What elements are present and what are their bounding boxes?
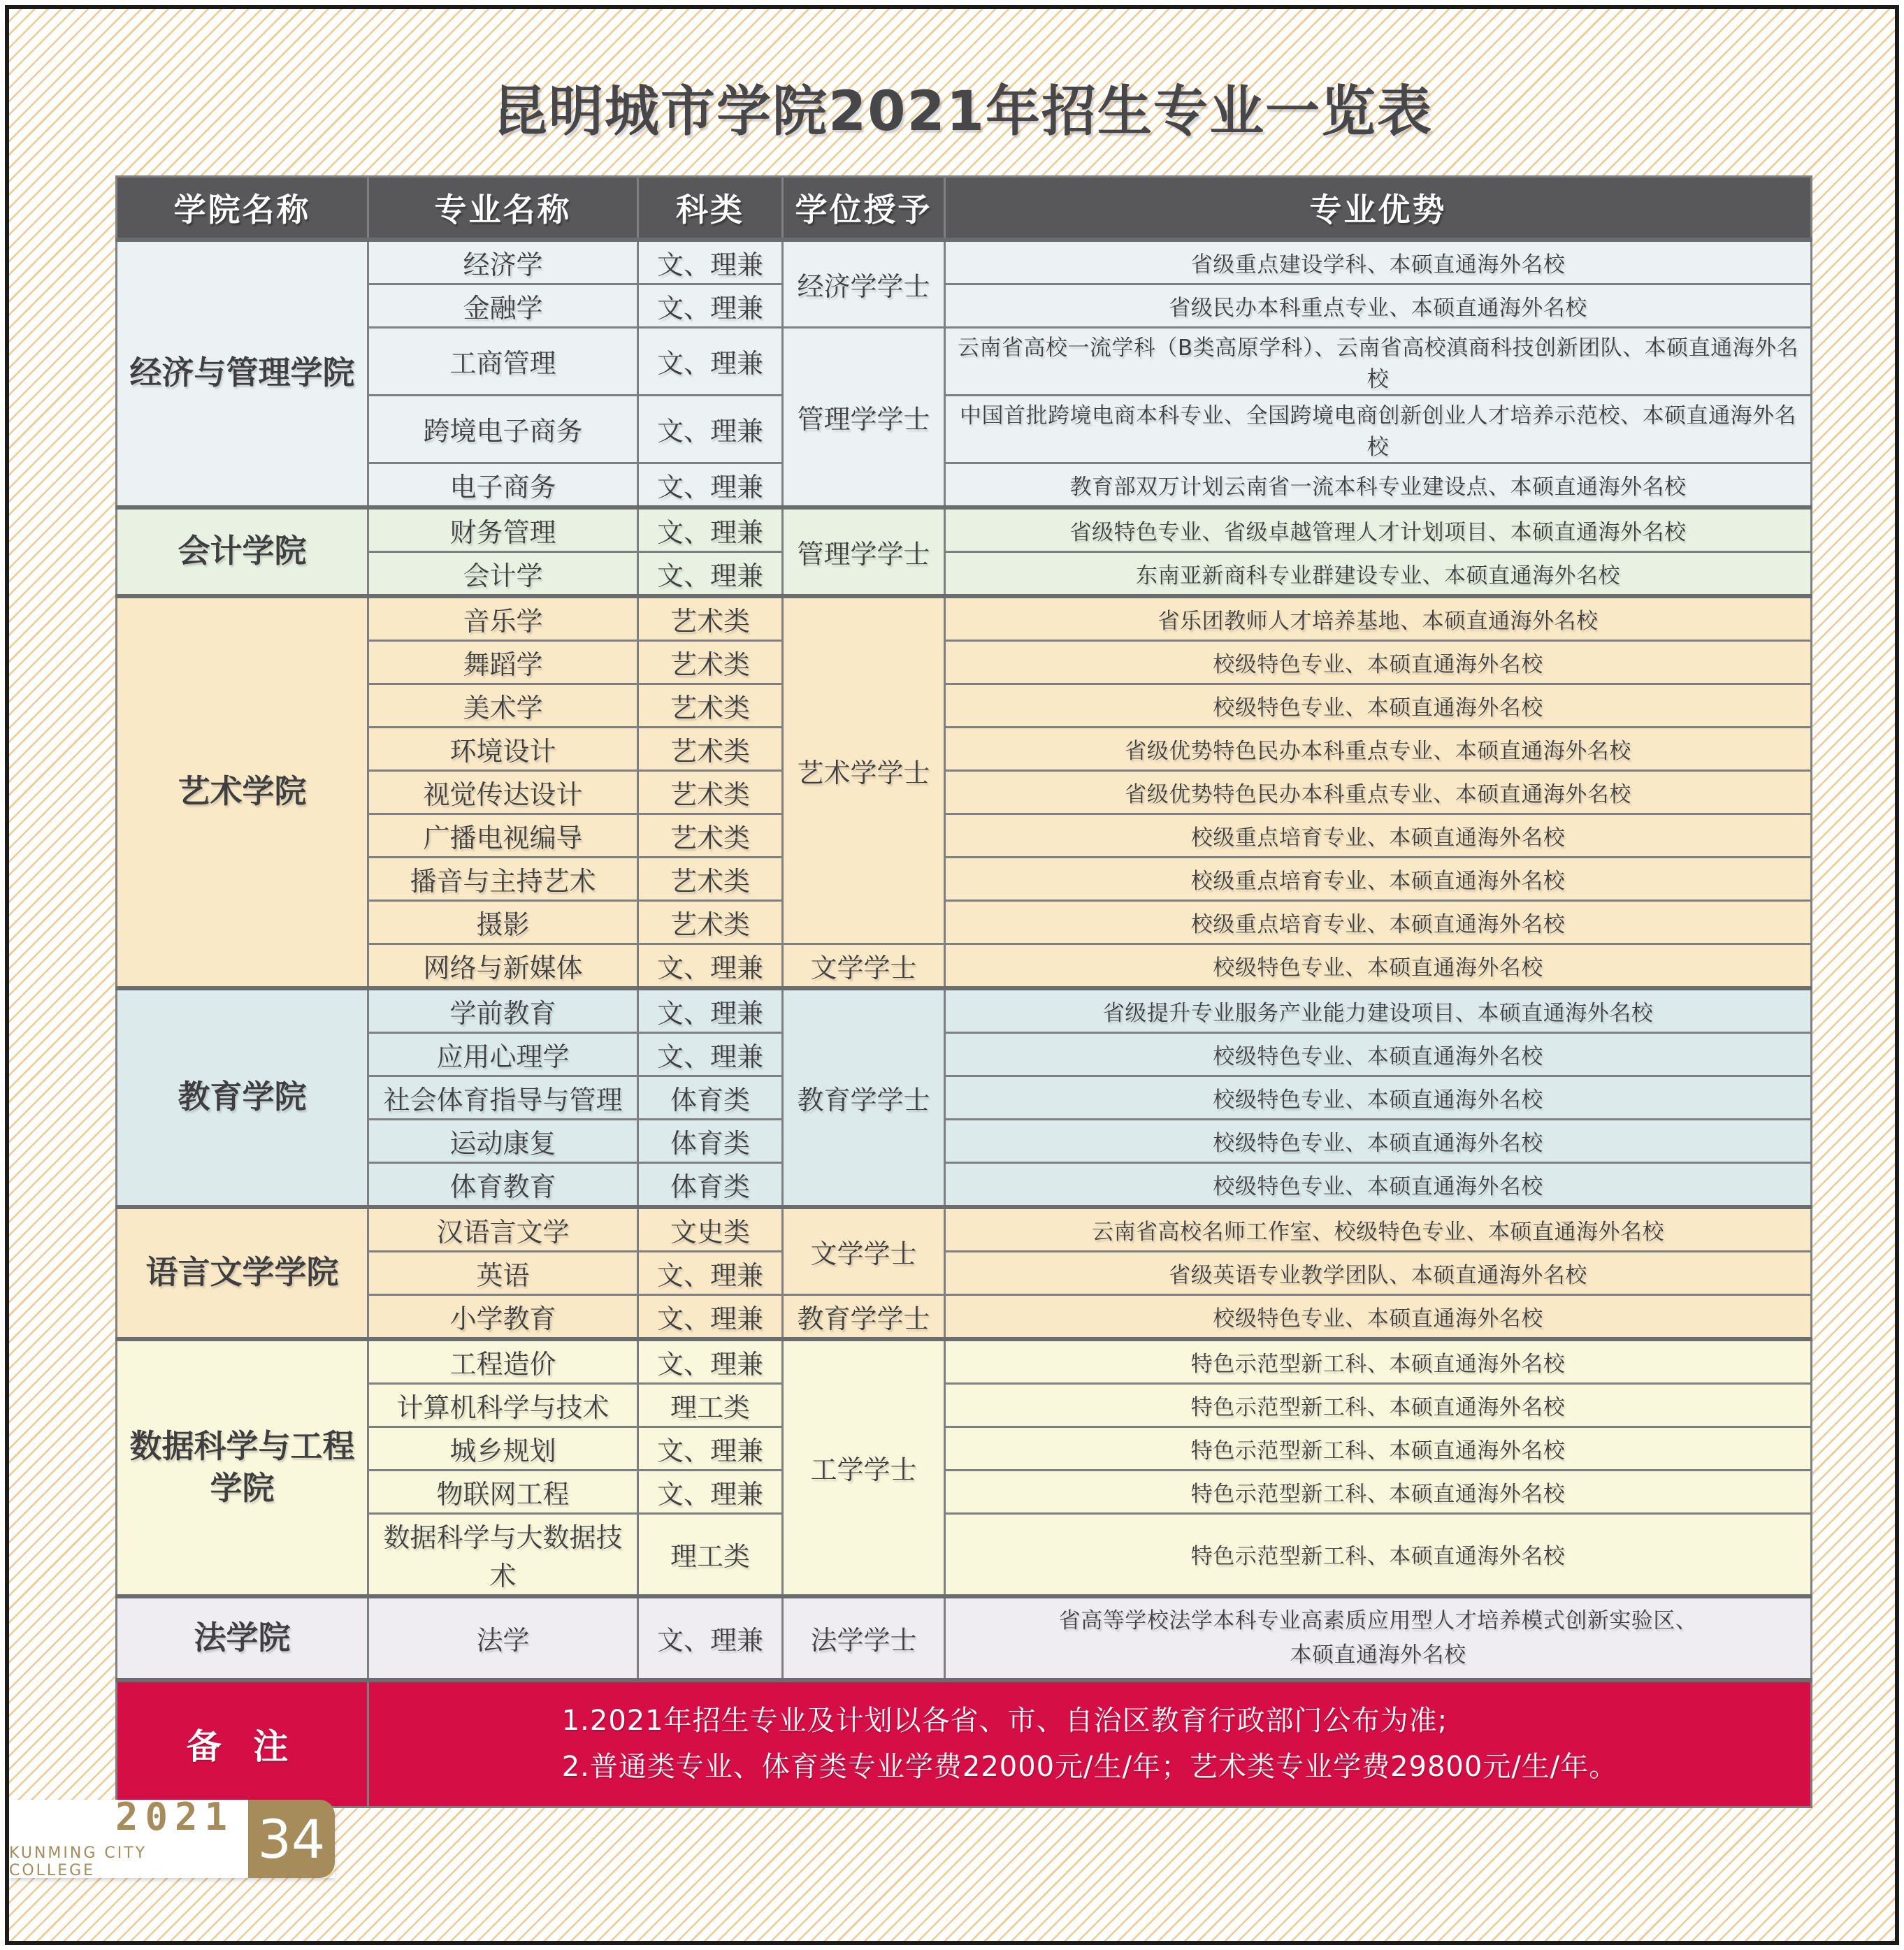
remark-content: [368, 1680, 1812, 1807]
advantage-cell: 省级优势特色民办本科重点专业、本硕直通海外名校: [945, 727, 1812, 770]
major-cell: 播音与主持艺术: [368, 857, 638, 900]
category-cell: 艺术类: [638, 770, 783, 814]
advantage-cell: 校级重点培育专业、本硕直通海外名校: [945, 900, 1812, 944]
table-row: [117, 988, 1812, 1033]
table-row: [117, 857, 1812, 900]
advantage-cell: 校级特色专业、本硕直通海外名校: [945, 1076, 1812, 1119]
table-row: [117, 463, 1812, 507]
major-cell: 舞蹈学: [368, 640, 638, 684]
category-cell: 艺术类: [638, 684, 783, 727]
category-cell: 艺术类: [638, 596, 783, 641]
advantage-cell: 省级提升专业服务产业能力建设项目、本硕直通海外名校: [945, 988, 1812, 1033]
degree-cell: 法学学士: [783, 1596, 945, 1680]
category-cell: 文、理兼: [638, 1251, 783, 1294]
table-row: [117, 727, 1812, 770]
advantage-cell: 云南省高校名师工作室、校级特色专业、本硕直通海外名校: [945, 1207, 1812, 1252]
category-cell: 文、理兼: [638, 551, 783, 596]
advantage-cell: 特色示范型新工科、本硕直通海外名校: [945, 1513, 1812, 1596]
advantage-cell: 特色示范型新工科、本硕直通海外名校: [945, 1339, 1812, 1384]
table-row: [117, 814, 1812, 857]
footer-brand-box: [9, 1795, 248, 1879]
major-cell: 社会体育指导与管理: [368, 1076, 638, 1119]
table-row: [117, 551, 1812, 596]
category-cell: 文史类: [638, 1207, 783, 1252]
major-cell: 英语: [368, 1251, 638, 1294]
table-row: [117, 1596, 1812, 1680]
table-row: [117, 284, 1812, 327]
category-cell: 文、理兼: [638, 463, 783, 507]
category-cell: 文、理兼: [638, 944, 783, 988]
advantage-cell: 省级重点建设学科、本硕直通海外名校: [945, 240, 1812, 284]
table-row: [117, 1119, 1812, 1162]
page-inner-frame: [5, 5, 1899, 1945]
degree-cell: 教育学学士: [783, 988, 945, 1207]
major-cell: 运动康复: [368, 1119, 638, 1162]
category-cell: 理工类: [638, 1513, 783, 1596]
major-cell: 工程造价: [368, 1339, 638, 1384]
category-cell: 文、理兼: [638, 1596, 783, 1680]
major-cell: 财务管理: [368, 507, 638, 552]
college-cell: 语言文学学院: [117, 1207, 368, 1339]
advantage-cell: 省级民办本科重点专业、本硕直通海外名校: [945, 284, 1812, 327]
major-cell: 电子商务: [368, 463, 638, 507]
table-row: [117, 507, 1812, 552]
table-row: [117, 395, 1812, 463]
degree-cell: 文学学士: [783, 1207, 945, 1295]
advantage-cell: 校级特色专业、本硕直通海外名校: [945, 1162, 1812, 1207]
major-cell: 环境设计: [368, 727, 638, 770]
table-row: [117, 1339, 1812, 1384]
major-cell: 广播电视编导: [368, 814, 638, 857]
major-cell: 网络与新媒体: [368, 944, 638, 988]
advantage-cell: 教育部双万计划云南省一流本科专业建设点、本硕直通海外名校: [945, 463, 1812, 507]
advantage-line: 省高等学校法学本科专业高素质应用型人才培养模式创新实验区、: [1058, 1608, 1698, 1634]
major-cell: 计算机科学与技术: [368, 1383, 638, 1427]
major-cell: 数据科学与大数据技术: [368, 1513, 638, 1596]
college-cell: 会计学院: [117, 507, 368, 596]
advantage-cell: 校级特色专业、本硕直通海外名校: [945, 1294, 1812, 1339]
advantage-cell: 校级特色专业、本硕直通海外名校: [945, 684, 1812, 727]
major-cell: 物联网工程: [368, 1470, 638, 1513]
table-row: [117, 1427, 1812, 1470]
major-cell: 工商管理: [368, 327, 638, 395]
footer-college-name: KUNMING CITY COLLEGE: [9, 1844, 147, 1879]
table-row: [117, 327, 1812, 395]
category-cell: 艺术类: [638, 900, 783, 944]
degree-cell: 管理学学士: [783, 327, 945, 507]
major-cell: 汉语言文学: [368, 1207, 638, 1252]
college-cell: 法学院: [117, 1596, 368, 1680]
table-row: [117, 1513, 1812, 1596]
table-row: [117, 1383, 1812, 1427]
major-cell: 城乡规划: [368, 1427, 638, 1470]
major-cell: 跨境电子商务: [368, 395, 638, 463]
category-cell: 体育类: [638, 1076, 783, 1119]
advantage-cell: 中国首批跨境电商本科专业、全国跨境电商创新创业人才培养示范校、本硕直通海外名校: [945, 395, 1812, 463]
page-footer: [9, 1795, 335, 1879]
degree-cell: 艺术学学士: [783, 596, 945, 944]
table-row: [117, 1251, 1812, 1294]
category-cell: 文、理兼: [638, 284, 783, 327]
degree-cell: 经济学学士: [783, 240, 945, 328]
advantage-cell: 校级特色专业、本硕直通海外名校: [945, 1119, 1812, 1162]
advantage-cell: 校级重点培育专业、本硕直通海外名校: [945, 814, 1812, 857]
advantage-line: 本硕直通海外名校: [1290, 1642, 1466, 1668]
table-row: [117, 596, 1812, 641]
col-header-category: 科类: [638, 177, 783, 240]
college-cell: 数据科学与工程学院: [117, 1339, 368, 1596]
major-cell: 法学: [368, 1596, 638, 1680]
category-cell: 文、理兼: [638, 1470, 783, 1513]
remark-row: [117, 1680, 1812, 1807]
remark-line: 2.普通类专业、体育类专业学费22000元/生/年；艺术类专业学费29800元/生/年。: [561, 1751, 1618, 1784]
page-number-badge: 34: [248, 1800, 335, 1878]
table-row: [117, 1032, 1812, 1076]
category-cell: 文、理兼: [638, 1339, 783, 1384]
college-cell: 艺术学院: [117, 596, 368, 988]
col-header-advantage: 专业优势: [945, 177, 1812, 240]
advantage-cell: 校级特色专业、本硕直通海外名校: [945, 640, 1812, 684]
major-cell: 学前教育: [368, 988, 638, 1033]
table-row: [117, 640, 1812, 684]
advantage-cell: 校级特色专业、本硕直通海外名校: [945, 944, 1812, 988]
admissions-table: [115, 175, 1812, 1808]
advantage-cell: 特色示范型新工科、本硕直通海外名校: [945, 1427, 1812, 1470]
category-cell: 文、理兼: [638, 988, 783, 1033]
degree-cell: 文学学士: [783, 944, 945, 988]
category-cell: 文、理兼: [638, 1294, 783, 1339]
college-cell: 经济与管理学院: [117, 240, 368, 507]
advantage-cell: 省乐团教师人才培养基地、本硕直通海外名校: [945, 596, 1812, 641]
category-cell: 文、理兼: [638, 1427, 783, 1470]
major-cell: 应用心理学: [368, 1032, 638, 1076]
category-cell: 艺术类: [638, 814, 783, 857]
table-row: [117, 770, 1812, 814]
major-cell: 美术学: [368, 684, 638, 727]
advantage-cell: 省级英语专业教学团队、本硕直通海外名校: [945, 1251, 1812, 1294]
page-title: 昆明城市学院2021年招生专业一览表: [492, 80, 1434, 143]
major-cell: 摄影: [368, 900, 638, 944]
table-row: [117, 240, 1812, 284]
category-cell: 体育类: [638, 1162, 783, 1207]
table-row: [117, 1162, 1812, 1207]
table-row: [117, 684, 1812, 727]
college-cell: 教育学院: [117, 988, 368, 1207]
advantage-cell: [945, 1596, 1812, 1680]
advantage-cell: 特色示范型新工科、本硕直通海外名校: [945, 1470, 1812, 1513]
advantage-cell: 校级特色专业、本硕直通海外名校: [945, 1032, 1812, 1076]
remark-label: 备 注: [117, 1680, 368, 1807]
table-row: [117, 944, 1812, 988]
advantage-cell: 省级优势特色民办本科重点专业、本硕直通海外名校: [945, 770, 1812, 814]
category-cell: 文、理兼: [638, 327, 783, 395]
remark-line: 1.2021年招生专业及计划以各省、市、自治区教育行政部门公布为准;: [561, 1705, 1448, 1738]
col-header-degree: 学位授予: [783, 177, 945, 240]
table-row: [117, 900, 1812, 944]
col-header-college: 学院名称: [117, 177, 368, 240]
category-cell: 艺术类: [638, 857, 783, 900]
table-row: [117, 1076, 1812, 1119]
advantage-cell: 云南省高校一流学科（B类高原学科）、云南省高校滇商科技创新团队、本硕直通海外名校: [945, 327, 1812, 395]
category-cell: 艺术类: [638, 727, 783, 770]
footer-year: 2021: [115, 1795, 234, 1839]
major-cell: 音乐学: [368, 596, 638, 641]
table-row: [117, 1470, 1812, 1513]
category-cell: 艺术类: [638, 640, 783, 684]
advantage-cell: 特色示范型新工科、本硕直通海外名校: [945, 1383, 1812, 1427]
category-cell: 文、理兼: [638, 240, 783, 284]
major-cell: 小学教育: [368, 1294, 638, 1339]
category-cell: 文、理兼: [638, 507, 783, 552]
major-cell: 视觉传达设计: [368, 770, 638, 814]
advantage-cell: 校级重点培育专业、本硕直通海外名校: [945, 857, 1812, 900]
major-cell: 经济学: [368, 240, 638, 284]
table-row: [117, 1207, 1812, 1252]
category-cell: 文、理兼: [638, 1032, 783, 1076]
major-cell: 金融学: [368, 284, 638, 327]
col-header-major: 专业名称: [368, 177, 638, 240]
category-cell: 体育类: [638, 1119, 783, 1162]
category-cell: 理工类: [638, 1383, 783, 1427]
category-cell: 文、理兼: [638, 395, 783, 463]
major-cell: 会计学: [368, 551, 638, 596]
degree-cell: 工学学士: [783, 1339, 945, 1596]
advantage-cell: 东南亚新商科专业群建设专业、本硕直通海外名校: [945, 551, 1812, 596]
table-header-row: [117, 177, 1812, 240]
degree-cell: 教育学学士: [783, 1294, 945, 1339]
degree-cell: 管理学学士: [783, 507, 945, 596]
table-row: [117, 1294, 1812, 1339]
major-cell: 体育教育: [368, 1162, 638, 1207]
advantage-cell: 省级特色专业、省级卓越管理人才计划项目、本硕直通海外名校: [945, 507, 1812, 552]
